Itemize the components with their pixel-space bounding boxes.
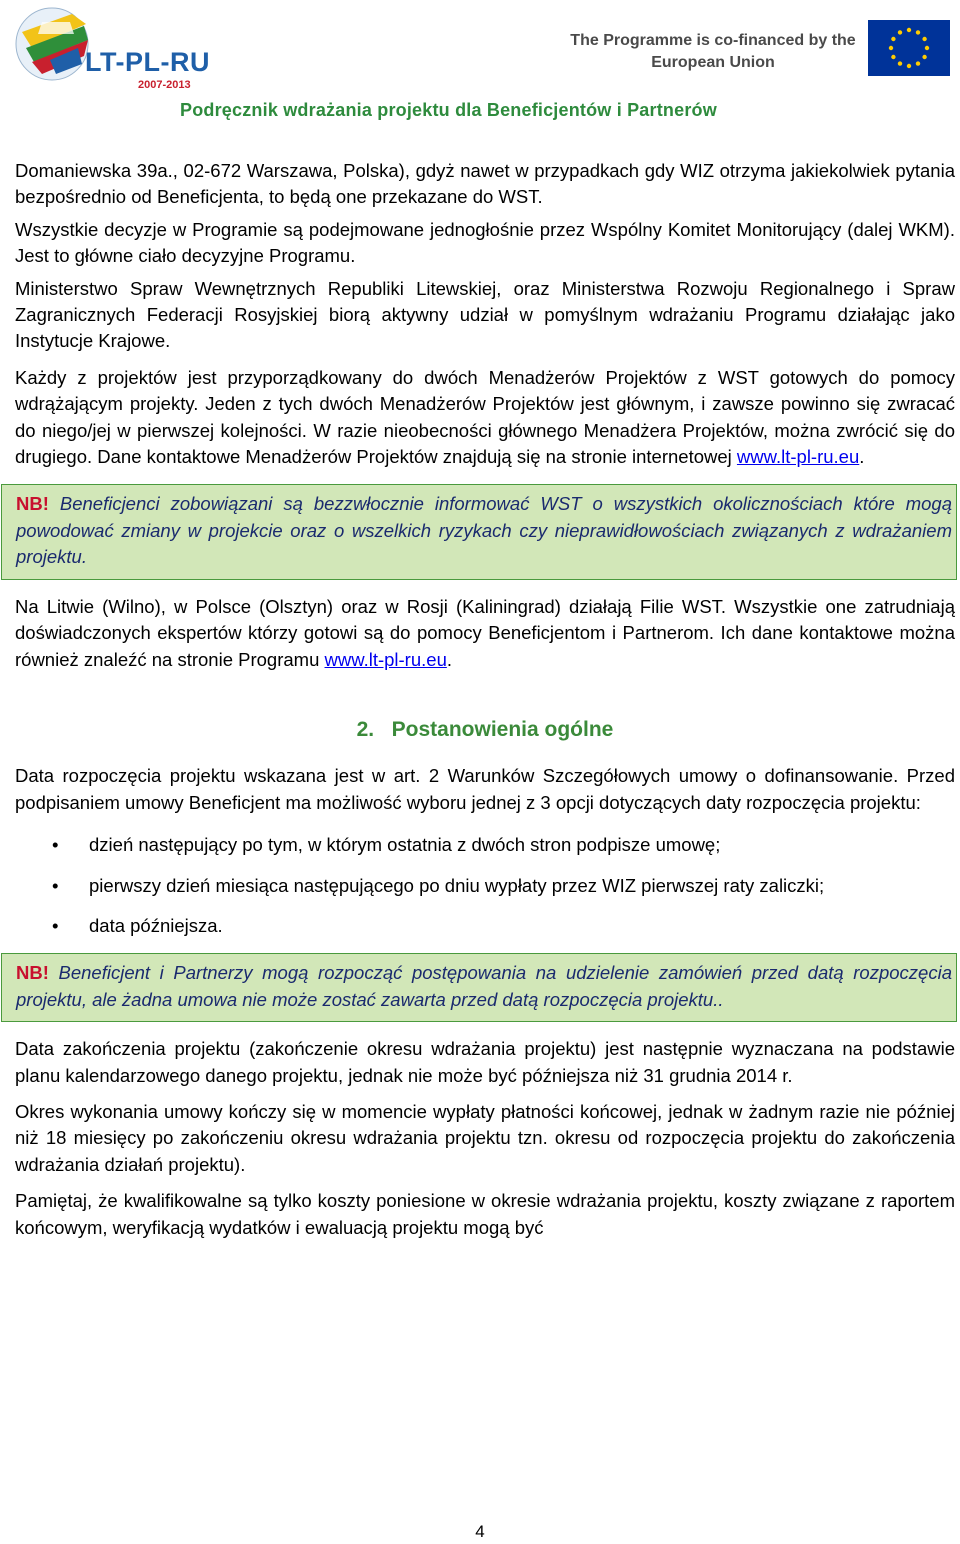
list-item: [15, 913, 955, 939]
eu-text-line1: The Programme is co-financed by the: [570, 32, 856, 49]
eu-flag-icon: [868, 20, 950, 76]
list-item-text: pierwszy dzień miesiąca następującego po dniu wypłaty przez WIZ pierwszej raty zaliczki;: [89, 874, 825, 896]
page-number: 4: [475, 1522, 485, 1541]
section-heading: [15, 717, 955, 743]
paragraph-wkm: Wszystkie decyzje w Programie są podejmowane jednogłośnie przez Wspólny Komitet Monitorujący (dalej WKM). Jest to główne ciało decyzyjne Programu.: [15, 218, 955, 267]
list-item: [15, 873, 955, 899]
paragraph-address: Domaniewska 39a., 02-672 Warszawa, Polska), gdyż nawet w przypadkach gdy WIZ otrzyma jakiekolwiek pytania bezpośrednio od Beneficjenta, to będą one przekazane do WST.: [15, 160, 955, 208]
paragraph-project-managers: [15, 365, 955, 471]
page-content: [15, 158, 955, 1251]
paragraph-start-date: Data rozpoczęcia projektu wskazana jest w art. 2 Warunków Szczegółowych umowy o dofinansowanie. Przed podpisaniem umowy Beneficjent ma możliwość wyboru jednej z 3 opcji dotyczących daty rozpoczęcia projektu:: [15, 765, 955, 813]
nb-label: NB!: [16, 493, 49, 515]
paragraph-end: .: [446, 648, 452, 670]
section-number: 2.: [356, 717, 375, 741]
bullet-icon: •: [52, 834, 59, 856]
paragraph-end-date: Data zakończenia projektu (zakończenie okresu wdrażania projektu) jest następnie wyznaczana na podstawie planu kalendarzowego danego projektu, jednak nie może być późniejsza niż 31 grudnia 2014 r.: [15, 1038, 955, 1086]
page-header: [0, 0, 960, 130]
section-title: Postanowienia ogólne: [391, 717, 614, 741]
website-link[interactable]: www.lt-pl-ru.eu: [736, 446, 860, 468]
paragraph-project-managers-text: Każdy z projektów jest przyporządkowany do dwóch Menadżerów Projektów z WST gotowych do pomocy wdrążającym projekty. Jeden z tych dwóch Menadżerów Projektów jest głównym, i zawsze powinno się zwracać do niego/jej w pierwszej kolejności. W razie nieobecności głównego Menadżera Projektów, można zwrócić się do drugiego. Dane kontaktowe Menadżerów Projektów znajdują się na stronie internetowej: [15, 366, 955, 468]
list-item: [15, 832, 955, 858]
nb-notice-box: [1, 484, 957, 579]
paragraph-end: .: [859, 446, 865, 468]
handbook-title: Podręcznik wdrażania projektu dla Beneficjentów i Partnerów: [180, 100, 717, 120]
paragraph-branches-text: Na Litwie (Wilno), w Polsce (Olsztyn) oraz w Rosji (Kaliningrad) działają Filie WST. Wszystkie one zatrudniają doświadczonych ekspertów którzy gotowi są do pomocy Beneficjentom i Partnerom. Ich dane kontaktowe można również znaleźć na stronie Programu: [15, 595, 955, 670]
nb-notice-box: [1, 953, 957, 1022]
paragraph-institutions: Ministerstwo Spraw Wewnętrznych Republiki Litewskiej, oraz Ministerstwa Rozwoju Regionalnego i Spraw Zagranicznych Federacji Rosyjskiej biorą aktywny udział w pomyślnym wdrażaniu Programu działając jako Instytucje Krajowe.: [15, 277, 955, 352]
logo-years: 2007-2013: [138, 79, 191, 91]
bullet-icon: •: [52, 874, 59, 896]
list-item-text: data późniejsza.: [89, 914, 223, 936]
nb-label: NB!: [16, 962, 49, 984]
list-item-text: dzień następujący po tym, w którym ostatnia z dwóch stron podpisze umowę;: [89, 834, 721, 856]
start-date-options-list: [15, 832, 955, 939]
bullet-icon: •: [52, 914, 59, 936]
eu-cofinance-text: [568, 30, 858, 74]
paragraph-contract-period: Okres wykonania umowy kończy się w momencie wypłaty płatności końcowej, jednak w żadnym razie nie później niż 18 miesięcy po zakończeniu okresu wdrażania projektu tzn. okresu od rozpoczęcia projektu do zakończenia wdrażania działań projektu).: [15, 1100, 955, 1175]
paragraph-branches: [15, 594, 955, 673]
nb-text: Beneficjent i Partnerzy mogą rozpocząć postępowania na udzielenie zamówień przed datą rozpoczęcia projektu, ale żadna umowa nie może zostać zawarta przed datą rozpoczęcia projektu..: [16, 962, 952, 1010]
website-link[interactable]: www.lt-pl-ru.eu: [324, 648, 447, 670]
nb-text: Beneficjenci zobowiązani są bezzwłocznie informować WST o wszystkich okolicznościach które mogą powodować zmiany w projekcie oraz o wszelkich ryzykach czy nieprawidłowościach związanych z wdrażaniem projektu.: [16, 493, 952, 568]
eu-text-line2: European Union: [651, 54, 775, 71]
paragraph-eligible-costs: Pamiętaj, że kwalifikowalne są tylko koszty poniesione w okresie wdrażania projektu, koszty związane z raportem końcowym, weryfikacją wydatków i ewaluacją projektu mogą być: [15, 1190, 955, 1238]
logo-text: LT-PL-RU: [85, 47, 210, 77]
